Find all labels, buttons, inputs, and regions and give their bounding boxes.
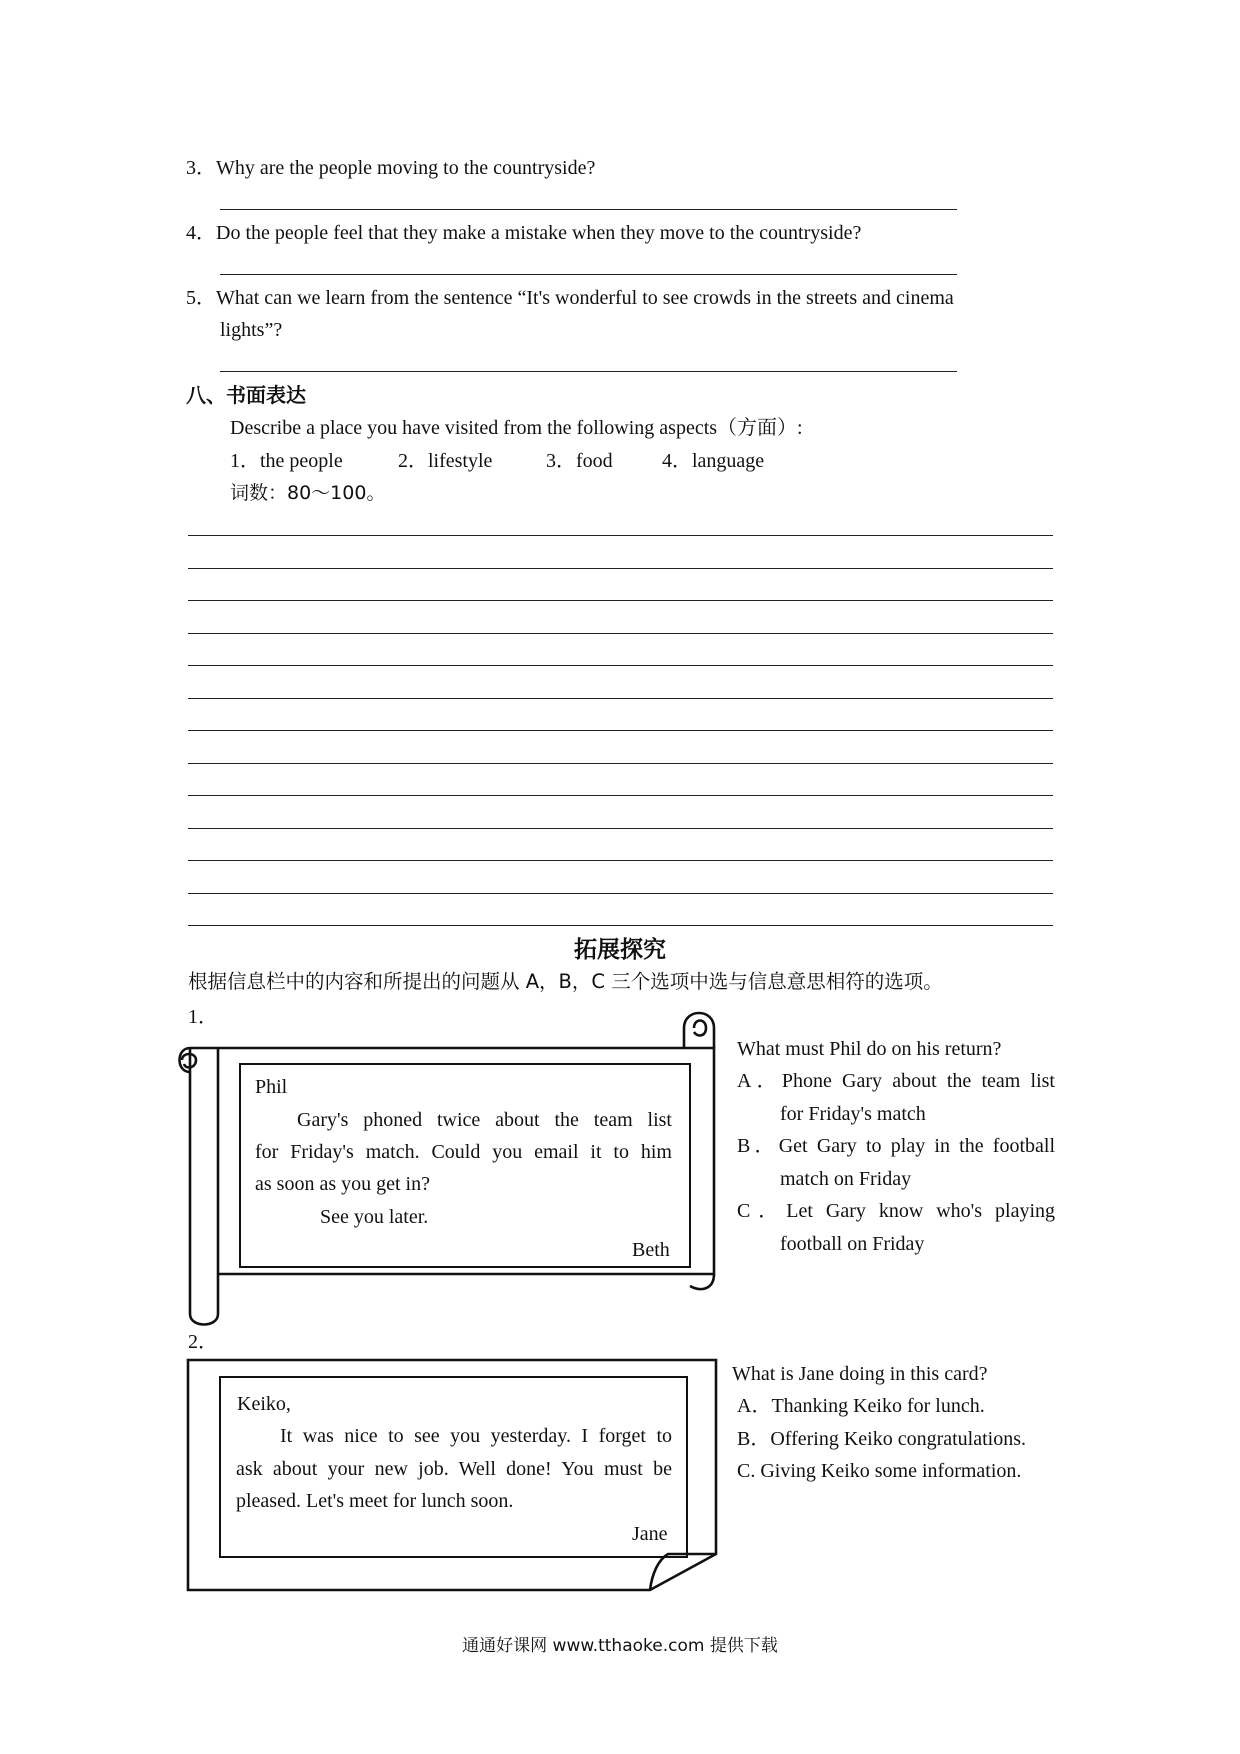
extension-title: 拓展探究 (574, 937, 666, 963)
writing-line[interactable] (188, 568, 1053, 569)
extension-instruction: 根据信息栏中的内容和所提出的问题从 A，B，C 三个选项中选与信息意思相符的选项。 (188, 970, 943, 993)
aspect-3: 3．food (546, 450, 613, 472)
item-1-option-a-cont: for Friday's match (780, 1103, 926, 1125)
writing-line[interactable] (188, 860, 1053, 861)
item-1-option-a[interactable]: A．Phone Gary about the team list (737, 1070, 1055, 1092)
note-2-body-line: It was nice to see you yesterday. I forget to (280, 1425, 672, 1447)
question-number: 5． (186, 287, 216, 309)
note-1-recipient: Phil (255, 1076, 288, 1098)
question-number: 4． (186, 222, 216, 244)
item-2-question: What is Jane doing in this card? (732, 1363, 988, 1385)
note-1-body-line: as soon as you get in? (255, 1173, 430, 1195)
word-count: 词数：80～100。 (230, 482, 386, 504)
writing-line[interactable] (188, 665, 1053, 666)
writing-line[interactable] (188, 535, 1053, 536)
question-5 (186, 284, 954, 312)
writing-line[interactable] (188, 600, 1053, 601)
writing-line[interactable] (188, 633, 1053, 634)
note-2-body-line: pleased. Let's meet for lunch soon. (236, 1490, 514, 1512)
answer-line-4[interactable] (220, 274, 957, 275)
item-2-option-c[interactable]: C. Giving Keiko some information. (737, 1460, 1022, 1482)
writing-line[interactable] (188, 730, 1053, 731)
writing-line[interactable] (188, 893, 1053, 894)
question-3 (186, 154, 595, 182)
note-1-signature: Beth (632, 1239, 670, 1261)
writing-line[interactable] (188, 698, 1053, 699)
item-2-option-b[interactable]: B．Offering Keiko congratulations. (737, 1428, 1027, 1450)
item-1-question: What must Phil do on his return? (737, 1038, 1002, 1060)
question-number: 3． (186, 157, 216, 179)
note-2-body-line: ask about your new job. Well done! You must be (236, 1458, 672, 1480)
item-1-option-c[interactable]: C．Let Gary know who's playing (737, 1200, 1055, 1222)
answer-line-3[interactable] (220, 209, 957, 210)
note-1-body-line: for Friday's match. Could you email it to him (255, 1141, 672, 1163)
question-text: What can we learn from the sentence “It's wonderful to see crowds in the streets and cinema (216, 287, 954, 309)
note-2-recipient: Keiko, (237, 1393, 291, 1415)
item-2-number: 2． (188, 1331, 218, 1353)
writing-line[interactable] (188, 763, 1053, 764)
note-1-body-line: Gary's phoned twice about the team list (297, 1109, 672, 1131)
writing-line[interactable] (188, 925, 1053, 926)
item-2-option-a[interactable]: A．Thanking Keiko for lunch. (737, 1395, 985, 1417)
page-footer: 通通好课网 www.tthaoke.com 提供下载 (462, 1636, 778, 1656)
item-1-option-b-cont: match on Friday (780, 1168, 912, 1190)
aspect-2: 2．lifestyle (398, 450, 493, 472)
question-text: Why are the people moving to the countryside? (216, 157, 596, 179)
item-1-option-c-cont: football on Friday (780, 1233, 925, 1255)
question-4 (186, 219, 861, 247)
aspect-4: 4．language (662, 450, 765, 472)
writing-line[interactable] (188, 828, 1053, 829)
writing-line[interactable] (188, 795, 1053, 796)
item-1-option-b[interactable]: B．Get Gary to play in the football (737, 1135, 1055, 1157)
question-5-line2: lights”? (220, 319, 283, 341)
question-text: Do the people feel that they make a mistake when they move to the countryside? (216, 222, 862, 244)
aspect-1: 1．the people (230, 450, 343, 472)
note-2-signature: Jane (632, 1523, 668, 1545)
note-1-closing: See you later. (320, 1206, 429, 1228)
section-heading-writing: 八、书面表达 (186, 383, 306, 407)
answer-line-5[interactable] (220, 371, 957, 372)
writing-prompt: Describe a place you have visited from the following aspects（方面）: (230, 417, 803, 439)
item-1-number: 1． (188, 1006, 218, 1028)
